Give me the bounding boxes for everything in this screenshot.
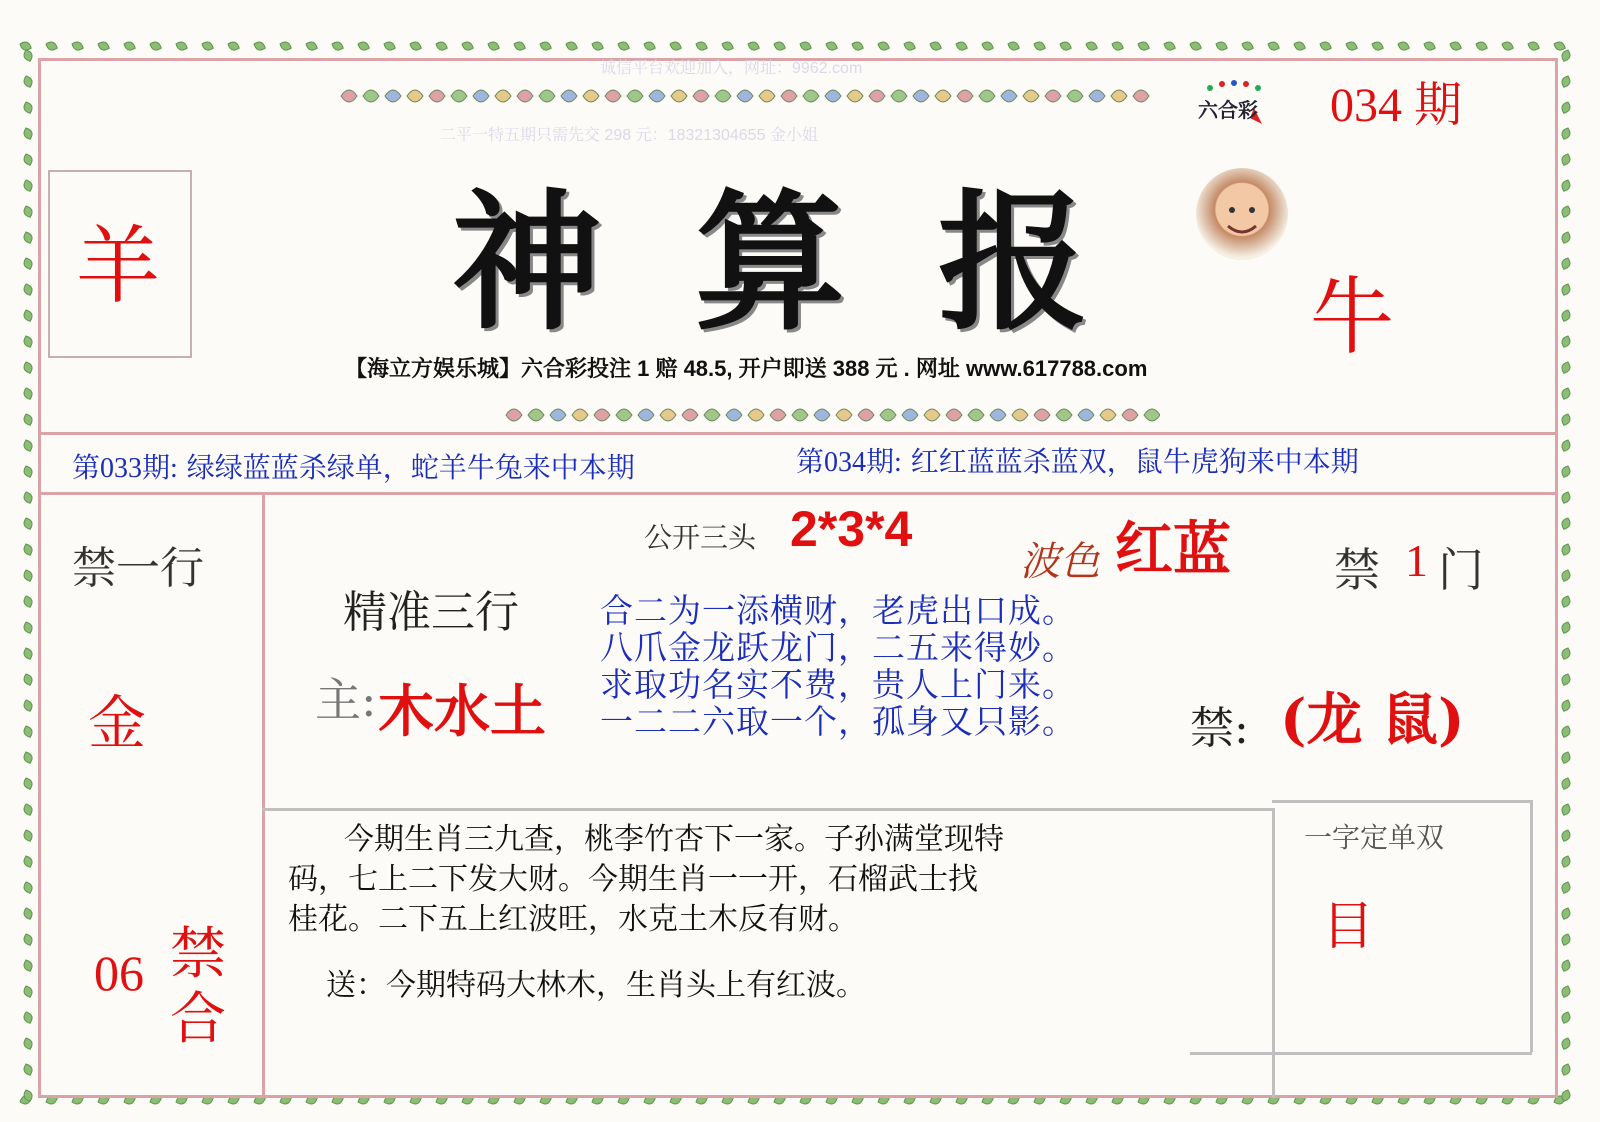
vine-leaf: [513, 40, 527, 52]
vine-leaf: [22, 751, 34, 765]
vine-leaf: [305, 40, 319, 52]
vine-leaf: [1560, 1011, 1572, 1025]
strip-leaf: [682, 409, 698, 421]
vine-leaf: [1560, 829, 1572, 843]
vine-leaf: [22, 101, 34, 115]
forbid-door-num: 1: [1405, 535, 1428, 586]
vine-leaf: [22, 231, 34, 245]
para-line-2: 码，七上二下发大财。今期生肖一一开，石榴武士找: [288, 862, 978, 897]
strip-leaf: [935, 90, 951, 102]
vine-leaf: [22, 439, 34, 453]
poem-line-3: 求取功名实不费，贵人上门来。: [600, 665, 1076, 704]
vine-leaf: [22, 1011, 34, 1025]
vine-leaf: [1033, 40, 1047, 52]
title-char-2: 算: [694, 175, 849, 351]
element-gold: 金: [88, 689, 147, 757]
vine-leaf: [1345, 40, 1359, 52]
vine-leaf: [22, 517, 34, 531]
vine-leaf: [279, 40, 293, 52]
strip-leaf: [1122, 409, 1138, 421]
vine-leaf: [22, 283, 34, 297]
vine-leaf: [22, 127, 34, 141]
vine-leaf: [851, 40, 865, 52]
vine-leaf: [22, 205, 34, 219]
vine-leaf: [1560, 75, 1572, 89]
logo: [1192, 78, 1292, 134]
period-label: 034 期: [1330, 79, 1463, 132]
vine-leaf: [695, 40, 709, 52]
strip-leaf: [506, 409, 522, 421]
vine-leaf: [1560, 49, 1572, 63]
vine-leaf: [877, 40, 891, 52]
vine-leaf: [1560, 569, 1572, 583]
vine-leaf: [825, 40, 839, 52]
strip-leaf: [1144, 409, 1160, 421]
vine-leaf: [22, 933, 34, 947]
vine-leaf: [1527, 40, 1541, 52]
strip-leaf: [858, 409, 874, 421]
vine-leaf: [22, 959, 34, 973]
main-value: 木水土: [378, 679, 546, 745]
vine-leaf: [22, 75, 34, 89]
vine-leaf: [1475, 40, 1489, 52]
vine-leaf: [1553, 40, 1567, 52]
logo-text: 六合彩: [1198, 100, 1258, 122]
vine-leaf: [22, 1063, 34, 1077]
strip-leaf: [1045, 90, 1061, 102]
face-icon: [1196, 168, 1288, 260]
vine-leaf: [97, 40, 111, 52]
strip-leaf: [594, 409, 610, 421]
vine-leaf: [1560, 439, 1572, 453]
strip-leaf: [517, 90, 533, 102]
vine-leaf: [409, 40, 423, 52]
vine-leaf: [1560, 309, 1572, 323]
title-char-3: 报: [937, 175, 1092, 351]
strip-leaf: [363, 90, 379, 102]
wave-value: 红蓝: [1115, 515, 1232, 583]
vine-leaf: [1560, 413, 1572, 427]
vine-leaf: [1560, 647, 1572, 661]
strip-leaf: [429, 90, 445, 102]
vine-leaf: [1560, 855, 1572, 869]
vine-leaf: [1560, 543, 1572, 557]
vine-leaf: [22, 985, 34, 999]
strip-leaf: [451, 90, 467, 102]
strip-leaf: [1078, 409, 1094, 421]
issue-033-text: 绿绿蓝蓝杀绿单，蛇羊牛兔来中本期: [186, 451, 635, 484]
strip-leaf: [979, 90, 995, 102]
issue-034: [796, 440, 1359, 480]
forbid-label: 禁:: [1190, 703, 1249, 754]
divider-left-col: [262, 492, 265, 1098]
vine-leaf: [1560, 179, 1572, 193]
strip-leaf: [792, 409, 808, 421]
para-line-1: 今期生肖三九查，桃李竹杏下一家。子孙满堂现特: [344, 822, 1004, 857]
vine-leaf: [1560, 465, 1572, 479]
page-title: [452, 165, 1092, 351]
strip-leaf: [638, 409, 654, 421]
vine-leaf: [22, 179, 34, 193]
strip-leaf: [902, 409, 918, 421]
strip-leaf: [539, 90, 555, 102]
vine-leaf: [903, 40, 917, 52]
vine-leaf: [1560, 387, 1572, 401]
para-line-3: 桂花。二下五上红波旺，水克土木反有财。: [288, 902, 858, 937]
vine-leaf: [22, 335, 34, 349]
vine-leaf: [799, 40, 813, 52]
vine-leaf: [669, 40, 683, 52]
strip-leaf: [737, 90, 753, 102]
vine-leaf: [1560, 803, 1572, 817]
strip-leaf: [781, 90, 797, 102]
vine-leaf: [617, 40, 631, 52]
vine-leaf: [22, 413, 34, 427]
vine-leaf: [22, 491, 34, 505]
strip-leaf: [836, 409, 852, 421]
strip-leaf: [1133, 90, 1149, 102]
vine-leaf: [357, 40, 371, 52]
vine-leaf: [1163, 40, 1177, 52]
vine-leaf: [22, 569, 34, 583]
strip-leaf: [825, 90, 841, 102]
vine-leaf: [1560, 1037, 1572, 1051]
gift-line: 送：今期特码大林木，生肖头上有红波。: [326, 968, 866, 1003]
strip-leaf: [946, 409, 962, 421]
strip-leaf: [803, 90, 819, 102]
strip-leaf: [583, 90, 599, 102]
strip-leaf: [649, 90, 665, 102]
zodiac-left-box: [48, 170, 192, 358]
strip-leaf: [1023, 90, 1039, 102]
strip-leaf: [704, 409, 720, 421]
strip-leaf: [759, 90, 775, 102]
divider-right-box-bottom: [1190, 1052, 1532, 1055]
vine-leaf: [1501, 40, 1515, 52]
vine-leaf: [1560, 153, 1572, 167]
vine-leaf: [201, 40, 215, 52]
vine-leaf: [149, 40, 163, 52]
strip-leaf: [473, 90, 489, 102]
vine-leaf: [1560, 673, 1572, 687]
vine-leaf: [1560, 205, 1572, 219]
vine-leaf: [1560, 335, 1572, 349]
vine-leaf: [1085, 40, 1099, 52]
vine-leaf: [1059, 40, 1073, 52]
strip-leaf: [1089, 90, 1105, 102]
strip-leaf: [616, 409, 632, 421]
vine-leaf: [22, 881, 34, 895]
forbid-he-2: 合: [170, 987, 226, 1052]
divider-right-box-top: [1272, 800, 1530, 803]
divider-middle: [262, 808, 1274, 811]
vine-leaf: [227, 40, 241, 52]
vine-leaf: [487, 40, 501, 52]
ghost-line-2: 二平一特五期只需先交 298 元：18321304655 金小姐: [440, 127, 818, 144]
vine-leaf: [981, 40, 995, 52]
vine-leaf: [22, 647, 34, 661]
strip-leaf: [913, 90, 929, 102]
vine-leaf: [1560, 231, 1572, 245]
vine-leaf: [539, 40, 553, 52]
strip-leaf: [605, 90, 621, 102]
vine-leaf: [1560, 517, 1572, 531]
vine-leaf: [123, 40, 137, 52]
forbid-row: 禁一行: [72, 543, 204, 594]
issue-034-text: 红红蓝蓝杀蓝双，鼠牛虎狗来中本期: [910, 445, 1359, 478]
zodiac-right: 牛: [1310, 268, 1395, 366]
vine-leaf: [383, 40, 397, 52]
strip-leaf: [671, 90, 687, 102]
vine-leaf: [22, 621, 34, 635]
vine-leaf: [22, 725, 34, 739]
vine-leaf: [1189, 40, 1203, 52]
forbid-door-label: 禁: [1334, 543, 1380, 597]
vine-leaf: [1560, 881, 1572, 895]
strip-leaf: [341, 90, 357, 102]
vine-leaf: [1137, 40, 1151, 52]
vine-leaf: [1319, 40, 1333, 52]
vine-leaf: [22, 803, 34, 817]
vine-leaf: [1560, 101, 1572, 115]
vine-leaf: [1560, 699, 1572, 713]
title-char-1: 神: [452, 175, 607, 351]
vine-leaf: [721, 40, 735, 52]
strip-leaf: [968, 409, 984, 421]
vine-leaf: [22, 153, 34, 167]
vine-leaf: [1560, 595, 1572, 609]
vine-leaf: [331, 40, 345, 52]
vine-leaf: [773, 40, 787, 52]
strip-leaf: [1034, 409, 1050, 421]
issue-033-prefix: 第033期:: [72, 453, 178, 484]
vine-leaf: [955, 40, 969, 52]
vine-leaf: [1560, 959, 1572, 973]
vine-leaf: [1560, 933, 1572, 947]
vine-leaf: [1560, 127, 1572, 141]
strip-leaf: [990, 409, 1006, 421]
vine-leaf: [643, 40, 657, 52]
strip-leaf: [715, 90, 731, 102]
vine-leaf: [1111, 40, 1125, 52]
heads-value: 2*3*4: [790, 501, 913, 557]
issue-033: [72, 446, 635, 486]
vine-leaf: [1560, 751, 1572, 765]
vine-leaf: [435, 40, 449, 52]
strip-leaf: [1067, 90, 1083, 102]
strip-leaf: [891, 90, 907, 102]
leaf-strip-bottom: [500, 397, 1160, 431]
vine-leaf: [1560, 361, 1572, 375]
poem: [600, 592, 1076, 740]
vine-leaf: [1267, 40, 1281, 52]
strip-leaf: [880, 409, 896, 421]
strip-leaf: [726, 409, 742, 421]
vine-leaf: [175, 40, 189, 52]
forbid-door-unit: 门: [1438, 543, 1484, 597]
ghost-line-1: 诚信平台欢迎加入，网址：9962.com: [600, 60, 863, 77]
prediction-paragraph: [288, 820, 1004, 940]
vine-leaf: [929, 40, 943, 52]
vine-leaf: [1560, 777, 1572, 791]
vine-leaf: [461, 40, 475, 52]
divider-right-box-right: [1530, 800, 1533, 1052]
vine-leaf: [22, 257, 34, 271]
number-06: 06: [94, 945, 144, 1001]
vine-leaf: [71, 40, 85, 52]
precise-label: 精准三行: [343, 587, 519, 638]
ad-line: 【海立方娱乐城】六合彩投注 1 赔 48.5, 开户即送 388 元 . 网址 www.617788.com: [345, 356, 1148, 381]
vine-leaf: [22, 699, 34, 713]
heads-label: 公开三头: [644, 521, 757, 554]
strip-leaf: [847, 90, 863, 102]
poem-line-2: 八爪金龙跃龙门，二五来得妙。: [600, 628, 1076, 667]
vine-leaf: [1397, 40, 1411, 52]
vine-leaf: [1007, 40, 1021, 52]
vine-leaf: [1560, 621, 1572, 635]
strip-leaf: [814, 409, 830, 421]
zodiac-left: 羊: [76, 217, 161, 315]
strip-leaf: [1012, 409, 1028, 421]
vine-leaf: [1293, 40, 1307, 52]
vine-leaf: [22, 49, 34, 63]
vine-leaf: [253, 40, 267, 52]
vine-leaf: [22, 543, 34, 557]
strip-leaf: [627, 90, 643, 102]
strip-leaf: [1001, 90, 1017, 102]
vine-leaf: [22, 1037, 34, 1051]
forbid-he-1: 禁: [170, 922, 226, 987]
forbid-value: (龙 鼠): [1280, 687, 1465, 753]
strip-leaf: [385, 90, 401, 102]
wave-label: 波色: [1020, 539, 1100, 585]
vine-leaf: [1241, 40, 1255, 52]
vine-leaf: [1560, 907, 1572, 921]
strip-leaf: [572, 409, 588, 421]
vine-leaf: [1560, 985, 1572, 999]
strip-leaf: [495, 90, 511, 102]
single-double-value: 目: [1322, 897, 1375, 957]
avatar: [1196, 168, 1288, 260]
poem-line-1: 合二为一添横财，老虎出口成。: [600, 591, 1076, 630]
leaf-strip-top: [335, 78, 1155, 118]
vine-leaf: [1560, 725, 1572, 739]
vine-leaf: [22, 777, 34, 791]
strip-leaf: [693, 90, 709, 102]
strip-leaf: [869, 90, 885, 102]
main-label: 主:: [315, 673, 377, 727]
vine-leaf: [1423, 40, 1437, 52]
vine-leaf: [1449, 40, 1463, 52]
strip-leaf: [1100, 409, 1116, 421]
strip-leaf: [561, 90, 577, 102]
strip-leaf: [1111, 90, 1127, 102]
vine-leaf: [22, 465, 34, 479]
strip-leaf: [528, 409, 544, 421]
vine-leaf: [747, 40, 761, 52]
vine-leaf: [22, 673, 34, 687]
vine-leaf: [1560, 283, 1572, 297]
vine-leaf: [591, 40, 605, 52]
strip-leaf: [660, 409, 676, 421]
vine-leaf: [22, 361, 34, 375]
poem-line-4: 一二二六取一个，孤身又只影。: [600, 702, 1076, 741]
vine-leaf: [1560, 257, 1572, 271]
strip-leaf: [748, 409, 764, 421]
vine-leaf: [1560, 1063, 1572, 1077]
vine-leaf: [22, 855, 34, 869]
divider-issues: [38, 492, 1558, 495]
vine-leaf: [22, 387, 34, 401]
vine-leaf: [565, 40, 579, 52]
vine-leaf: [22, 829, 34, 843]
vine-leaf: [1371, 40, 1385, 52]
strip-leaf: [550, 409, 566, 421]
vine-leaf: [45, 40, 59, 52]
vine-leaf: [1560, 491, 1572, 505]
strip-leaf: [957, 90, 973, 102]
strip-leaf: [1056, 409, 1072, 421]
strip-leaf: [407, 90, 423, 102]
vine-leaf: [1215, 40, 1229, 52]
divider-header: [38, 432, 1558, 435]
strip-leaf: [770, 409, 786, 421]
issue-034-prefix: 第034期:: [796, 447, 902, 478]
strip-leaf: [924, 409, 940, 421]
single-double-label: 一字定单双: [1304, 821, 1445, 854]
vine-leaf: [22, 595, 34, 609]
vine-leaf: [22, 907, 34, 921]
vine-leaf: [22, 309, 34, 323]
